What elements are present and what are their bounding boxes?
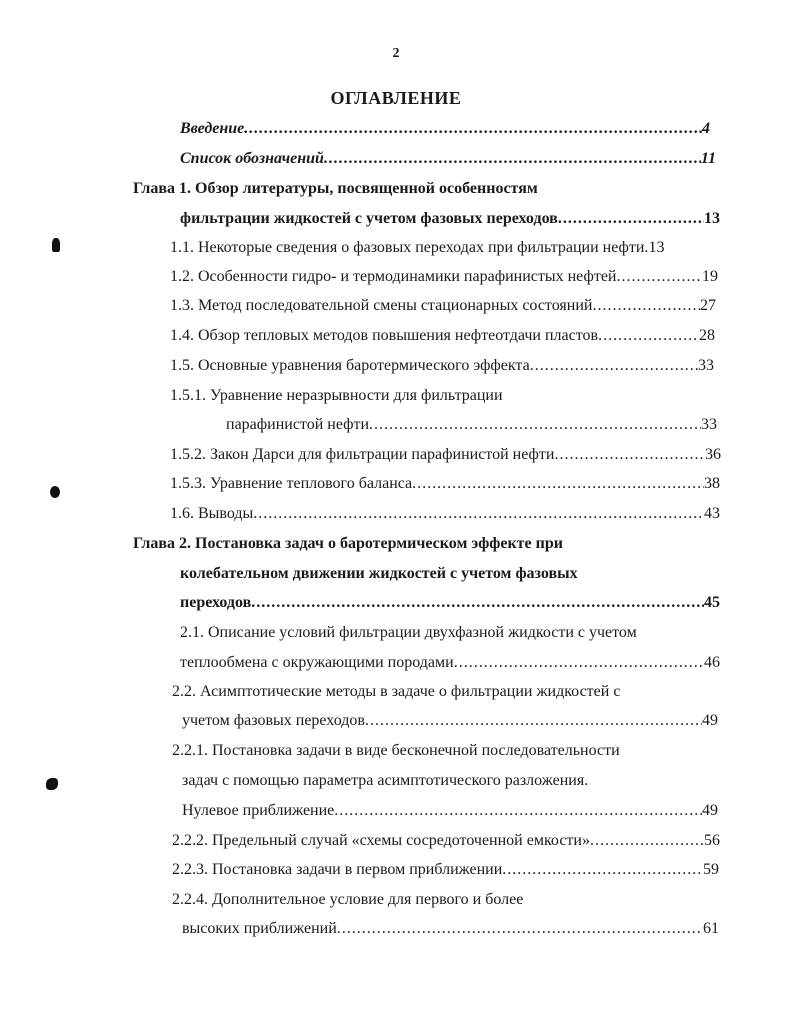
toc-entry-page: 33 [698, 357, 714, 374]
toc-entry-page: 11 [700, 150, 716, 167]
dot-leader [558, 208, 704, 230]
toc-entry-text: Введение [180, 120, 245, 137]
toc-entry-2-2-1 [182, 800, 718, 822]
toc-entry-text: 1.5.3. Уравнение теплового баланса [170, 475, 413, 492]
scan-artifact-mark [50, 486, 60, 498]
toc-entry-page: 43 [704, 505, 720, 522]
toc-entry-1-5-1 [226, 414, 717, 436]
toc-entry-page: 27 [700, 297, 716, 314]
page-number: 2 [392, 46, 400, 61]
toc-entry-notation [180, 148, 716, 170]
toc-entry-text: 1.1. Некоторые сведения о фазовых переходах при фильтрации нефти. [170, 239, 649, 256]
dot-leader [244, 118, 702, 140]
toc-entry-page: 56 [704, 832, 720, 849]
dot-leader [412, 473, 704, 495]
dot-leader [337, 918, 703, 940]
toc-entry-1-5-2 [170, 444, 721, 466]
toc-chapter-2-heading: Глава 2. Постановка задач о баротермическом эффекте при [133, 535, 563, 552]
toc-entry-text: 1.4. Обзор тепловых методов повышения нефтеотдачи пластов [170, 327, 599, 344]
toc-entry-2-2-3 [172, 859, 719, 881]
toc-entry-text: 1.5.2. Закон Дарси для фильтрации парафинистой нефти [170, 446, 555, 463]
toc-entry-1-1 [170, 237, 722, 259]
toc-entry-text: переходов [180, 594, 252, 611]
toc-entry-text: 1.6. Выводы [170, 505, 254, 522]
toc-entry-text: 1.5. Основные уравнения баротермического эффекта [170, 357, 530, 374]
toc-title: ОГЛАВЛЕНИЕ [330, 88, 462, 108]
toc-entry-2-2-2 [172, 830, 720, 852]
toc-entry-page: 61 [703, 920, 719, 937]
toc-entry-1-4 [170, 325, 715, 347]
toc-entry-page: 49 [702, 802, 718, 819]
dot-leader [592, 295, 700, 317]
toc-entry-page: 33 [701, 416, 717, 433]
toc-chapter-2-heading-cont: колебательном движении жидкостей с учетом фазовых [180, 565, 578, 582]
toc-entry-page: 59 [703, 861, 719, 878]
toc-entry-text: 1.3. Метод последовательной смены стационарных состояний [170, 297, 593, 314]
dot-leader [253, 503, 704, 525]
toc-entry-text: учетом фазовых переходов [182, 712, 365, 729]
dot-leader [251, 592, 704, 614]
toc-entry-page: 49 [702, 712, 718, 729]
dot-leader [369, 414, 701, 436]
toc-entry-page: 4 [702, 120, 710, 137]
toc-entry-2-1 [180, 652, 720, 674]
toc-entry-2-2-4-heading: 2.2.4. Дополнительное условие для первого и более [172, 891, 524, 908]
toc-entry-text: фильтрации жидкостей с учетом фазовых переходов [180, 210, 558, 227]
dot-leader [324, 148, 701, 170]
dot-leader [502, 859, 703, 881]
toc-entry-page: 38 [704, 475, 720, 492]
toc-entry-1-2 [170, 266, 718, 288]
toc-entry-text: Список обозначений [180, 150, 324, 167]
toc-entry-page: 19 [702, 268, 718, 285]
dot-leader [454, 652, 704, 674]
toc-entry-text: 2.2.2. Предельный случай «схемы сосредоточенной емкости» [172, 832, 590, 849]
toc-entry-introduction [180, 118, 710, 140]
toc-entry-text: высоких приближений [182, 920, 337, 937]
toc-entry-text: парафинистой нефти [226, 416, 370, 433]
dot-leader [554, 444, 705, 466]
toc-entry-2-2-heading: 2.2. Асимптотические методы в задаче о фильтрации жидкостей с [172, 683, 621, 700]
dot-leader [530, 355, 698, 377]
toc-entry-1-6 [170, 503, 720, 525]
toc-entry-2-2 [182, 710, 718, 732]
toc-entry-page: 46 [704, 654, 720, 671]
toc-entry-1-5 [170, 355, 714, 377]
dot-leader [334, 800, 702, 822]
toc-entry-page: 36 [705, 446, 721, 463]
toc-entry-page: 13 [704, 210, 720, 227]
toc-chapter-1-heading: Глава 1. Обзор литературы, посвященной особенностям [133, 180, 538, 197]
toc-entry-text: 2.2.3. Постановка задачи в первом приближении [172, 861, 503, 878]
toc-entry-page: 28 [699, 327, 715, 344]
toc-entry-text: Нулевое приближение [182, 802, 335, 819]
toc-entry-2-2-1-heading: 2.2.1. Постановка задачи в виде бесконечной последовательности [172, 742, 620, 759]
toc-entry-1-3 [170, 295, 716, 317]
toc-entry-2-2-1-heading-cont: задач с помощью параметра асимптотического разложения. [182, 772, 589, 789]
dot-leader [616, 266, 702, 288]
dot-leader [365, 710, 702, 732]
dot-leader [598, 325, 699, 347]
dot-leader [590, 830, 704, 852]
toc-entry-chapter-2 [180, 592, 720, 614]
toc-entry-2-1-heading: 2.1. Описание условий фильтрации двухфазной жидкости с учетом [180, 624, 637, 641]
toc-entry-2-2-4 [182, 918, 719, 940]
toc-entry-text: теплообмена с окружающими породами [180, 654, 454, 671]
toc-entry-page: 13 [648, 239, 665, 256]
scan-artifact-mark [46, 778, 58, 790]
toc-entry-text: 1.2. Особенности гидро- и термодинамики парафинистых нефтей [170, 268, 617, 285]
toc-entry-chapter-1 [180, 208, 720, 230]
toc-entry-1-5-1-heading: 1.5.1. Уравнение неразрывности для фильтрации [170, 387, 503, 404]
toc-entry-1-5-3 [170, 473, 720, 495]
scan-artifact-mark [52, 238, 60, 252]
toc-entry-page: 45 [704, 594, 720, 611]
